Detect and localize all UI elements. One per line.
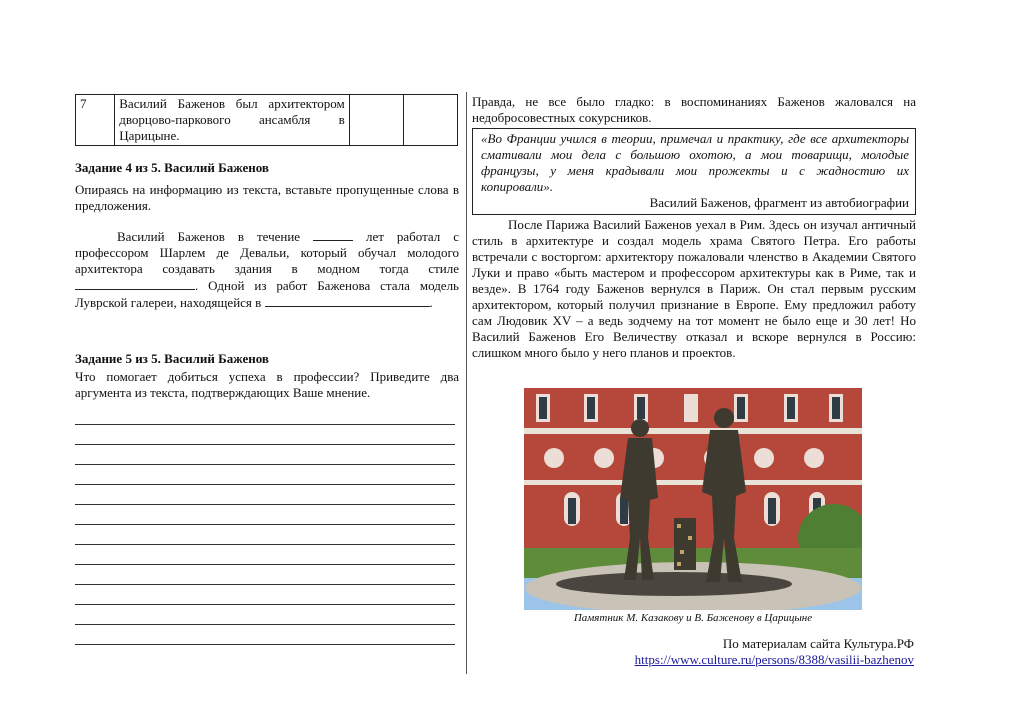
task5-title: Задание 5 из 5. Василий Баженов <box>75 351 269 366</box>
monument-photo <box>524 388 862 610</box>
intro-text: Правда, не все было гладко: в воспоминаниях Баженов жаловался на недобросовестных сокурсников. <box>472 94 916 125</box>
answer-line[interactable] <box>75 425 455 445</box>
blank-years[interactable] <box>313 228 353 241</box>
answer-line[interactable] <box>75 505 455 525</box>
answer-line[interactable] <box>75 525 455 545</box>
answer-line[interactable] <box>75 485 455 505</box>
fill-text-part1: Василий Баженов в течение <box>117 229 301 244</box>
statements-table <box>75 94 458 146</box>
right-column <box>472 94 916 361</box>
task4-title: Задание 4 из 5. Василий Баженов <box>75 160 269 175</box>
quote-source: Василий Баженов, фрагмент из автобиографии <box>649 195 909 210</box>
fill-text-part4: . <box>429 295 433 310</box>
quote-box <box>472 128 916 215</box>
task4-fill-text <box>75 228 459 311</box>
column-divider <box>466 92 467 674</box>
answer-line[interactable] <box>75 445 455 465</box>
autobiography-quote: «Во Франции учился в теории, примечал и практику, где все архитекторы смативали мои дела с большою охотою, а мои товарищи, молодые французы, у меня крадывали мои прожекты и с жадностию их копировали». <box>481 131 909 194</box>
answer-line[interactable] <box>75 465 455 485</box>
answer-cell-false[interactable] <box>403 95 457 146</box>
blank-style[interactable] <box>75 277 195 290</box>
answer-line[interactable] <box>75 625 455 645</box>
answer-line[interactable] <box>75 565 455 585</box>
task4-instruction: Опираясь на информацию из текста, вставьте пропущенные слова в предложения. <box>75 182 459 213</box>
source-link[interactable]: https://www.culture.ru/persons/8388/vasilii-bazhenov <box>634 652 914 667</box>
left-column <box>75 94 459 645</box>
source-block <box>560 636 914 668</box>
fill-text-part3: . Одной из работ Баженова стала модель Луврской галереи, находящейся в <box>75 278 459 310</box>
blank-location[interactable] <box>265 294 430 307</box>
monument-photo-image <box>524 388 862 610</box>
table-row <box>76 95 458 146</box>
answer-line[interactable] <box>75 545 455 565</box>
photo-caption: Памятник М. Казакову и В. Баженову в Царицыне <box>573 612 813 624</box>
main-paragraph: После Парижа Василий Баженов уехал в Рим. Здесь он изучал античный стиль в архитектуре и создал модель храма Святого Петра. Его работы встречали с восторгом: архитектору пожаловали членство в Академии Святого Луки и право «быть мастером и профессором архитектуры как в Риме, так и везде». В 1764 году Баженов вернулся в Париж. Он стал первым русским архитектором, который получил признание в Европе. Ему предложил работу сам Людовик XV – а ведь зодчему на тот момент не было еще и 30 лет! Но Василий Баженов Его Величеству отказал и вскоре вернулся в Россию: слишком много было у него планов и проектов. <box>472 217 916 360</box>
answer-cell-true[interactable] <box>349 95 403 146</box>
source-label: По материалам сайта Культура.РФ <box>722 636 914 651</box>
row-number: 7 <box>76 95 115 146</box>
task5-question: Что помогает добиться успеха в профессии? Приведите два аргумента из текста, подтверждающих Ваше мнение. <box>75 369 459 400</box>
answer-line[interactable] <box>75 605 455 625</box>
answer-line[interactable] <box>75 405 455 425</box>
fill-text-part2: лет работал с профессором Шарлем де Девальи, который обучал молодого архитектора создавать здания в модном тогда стиле <box>75 229 460 276</box>
answer-line[interactable] <box>75 585 455 605</box>
answer-lines[interactable] <box>75 405 459 645</box>
row-statement: Василий Баженов был архитектором дворцово-паркового ансамбля в Царицыне. <box>115 95 350 146</box>
